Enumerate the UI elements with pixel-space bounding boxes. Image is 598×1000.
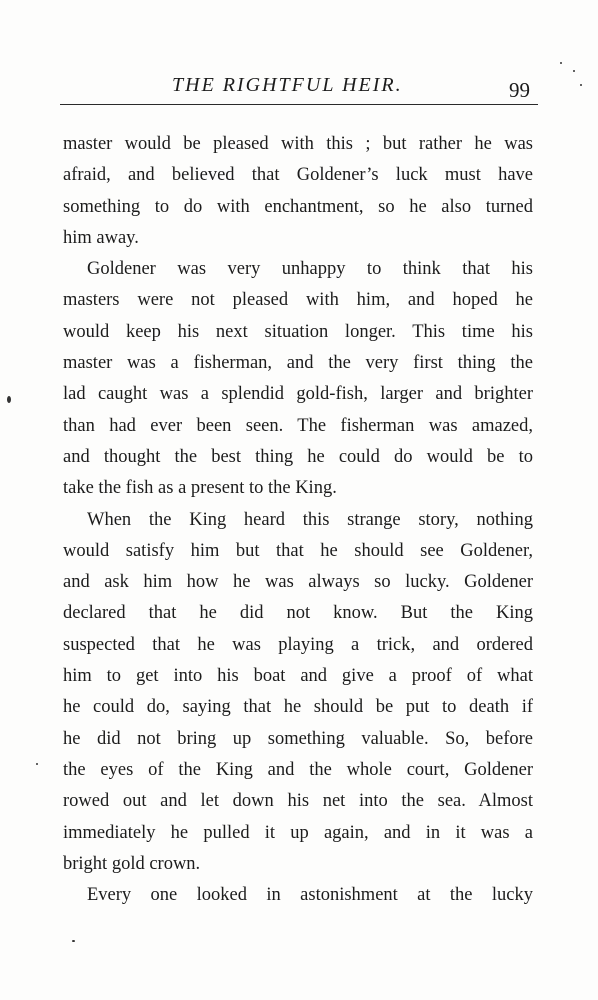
text-line: master was a fisherman, and the very first thing the (63, 353, 533, 374)
text-line: Goldener was very unhappy to think that his (87, 259, 533, 280)
scan-speck (573, 70, 575, 72)
text-line: When the King heard this strange story, nothing (87, 509, 533, 530)
text-line: declared that he did not know. But the King (63, 603, 533, 624)
text-line: him away. (63, 227, 139, 248)
scan-speck (560, 62, 562, 64)
header-rule (60, 104, 538, 105)
text-line: suspected that he was playing a trick, and ordered (63, 634, 533, 655)
text-line: something to do with enchantment, so he also turned (63, 196, 533, 217)
text-line: him to get into his boat and give a proof of what (63, 666, 533, 687)
text-line: and thought the best thing he could do would be to (63, 446, 533, 467)
text-line: lad caught was a splendid gold-fish, larger and brighter (63, 384, 533, 405)
body-text (63, 129, 533, 911)
text-line: afraid, and believed that Goldener’s luck must have (63, 165, 533, 186)
scan-speck (7, 396, 11, 403)
text-line: and ask him how he was always so lucky. Goldener (63, 572, 533, 593)
text-line: bright gold crown. (63, 853, 201, 874)
text-line: rowed out and let down his net into the sea. Almost (63, 791, 533, 812)
text-line: he did not bring up something valuable. So, before (63, 728, 533, 749)
running-head (60, 74, 538, 104)
scan-speck (72, 940, 75, 942)
text-line: take the fish as a present to the King. (63, 478, 337, 499)
page-number: 99 (509, 78, 530, 102)
text-line: masters were not pleased with him, and hoped he (63, 290, 533, 311)
text-line: master would be pleased with this ; but rather he was (63, 134, 533, 154)
text-line: the eyes of the King and the whole court, Goldener (63, 759, 533, 780)
scan-speck (36, 763, 38, 765)
text-line: immediately he pulled it up again, and in it was a (63, 822, 533, 843)
running-title: THE RIGHTFUL HEIR. (172, 74, 403, 96)
text-line: he could do, saying that he should be put to death if (63, 697, 533, 718)
text-line: than had ever been seen. The fisherman was amazed, (63, 415, 533, 436)
text-line: would keep his next situation longer. This time his (63, 321, 533, 342)
scan-speck (580, 84, 582, 86)
text-line: Every one looked in astonishment at the lucky (87, 885, 533, 906)
text-line: would satisfy him but that he should see Goldener, (63, 540, 533, 561)
